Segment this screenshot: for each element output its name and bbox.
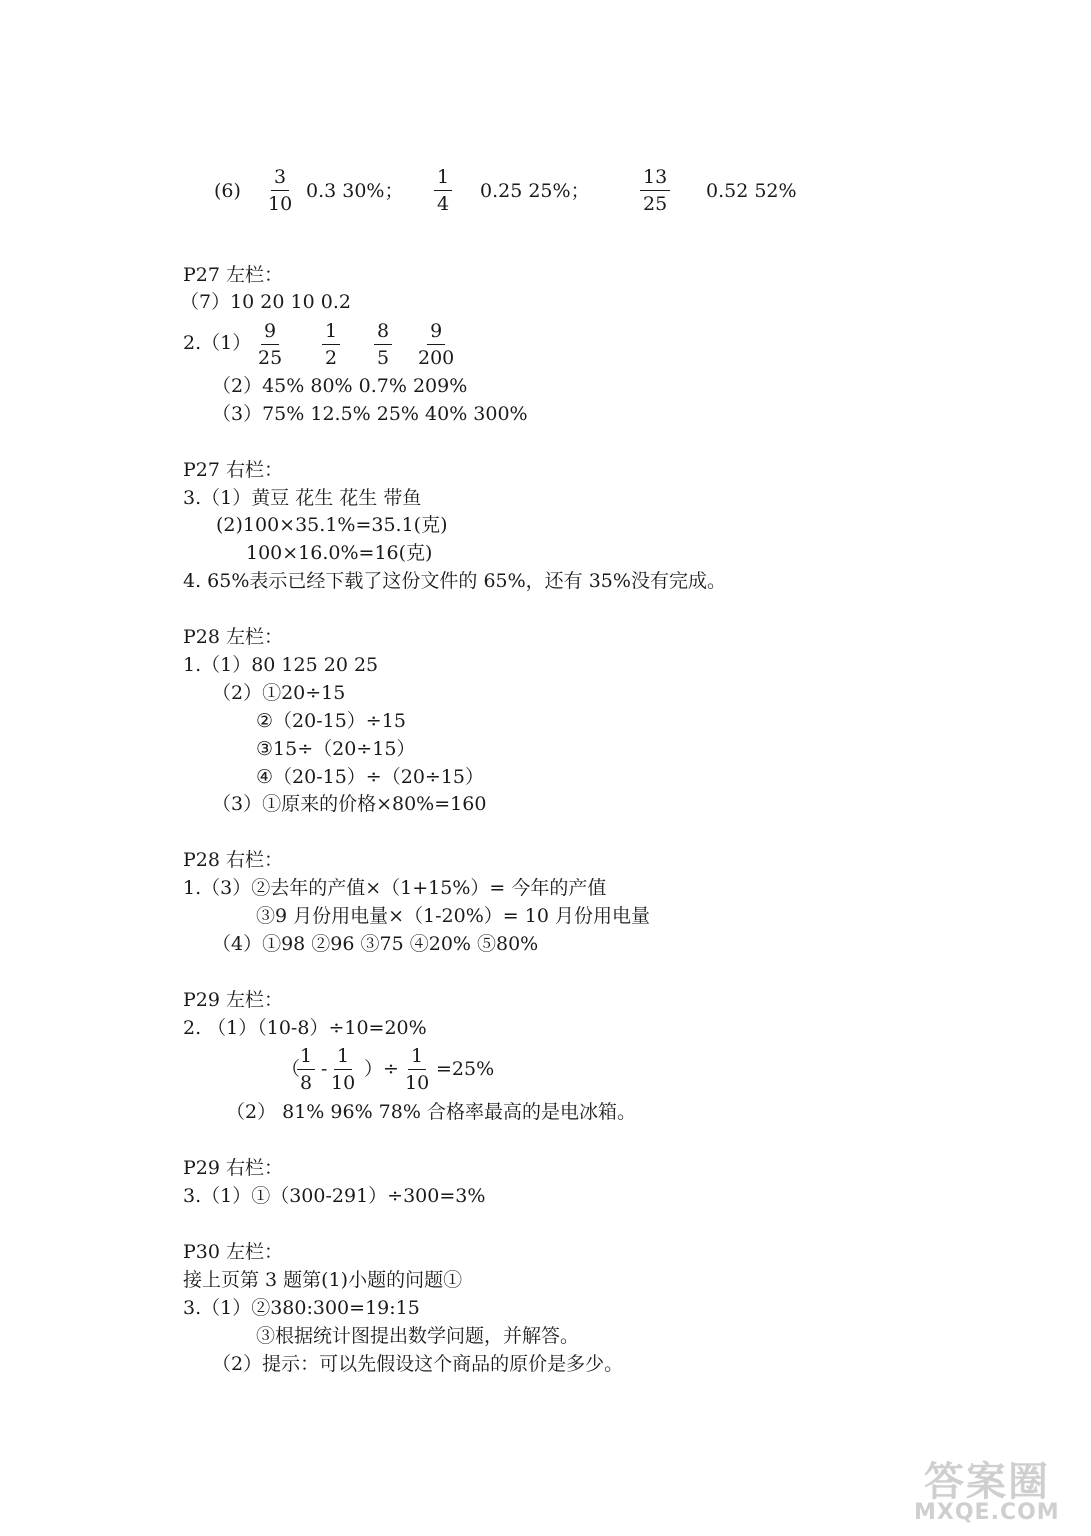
answer-line: ③15÷（20÷15） — [256, 738, 416, 760]
numerator: 8 — [374, 322, 392, 345]
answer-line: ②（20-15）÷15 — [256, 710, 406, 732]
fraction — [640, 168, 670, 214]
numerator: 1 — [297, 1047, 315, 1070]
fraction — [322, 322, 340, 368]
answer-text: =25% — [436, 1058, 495, 1080]
item-6-label: (6) — [214, 180, 241, 202]
denominator: 10 — [268, 193, 293, 215]
denominator: 5 — [377, 347, 390, 369]
denominator: 2 — [325, 347, 338, 369]
paren-open: （ — [281, 1058, 301, 1080]
fraction — [434, 168, 452, 214]
answer-line: （3）①原来的价格×80%=160 — [212, 793, 487, 815]
section-heading: P29 左栏： — [183, 989, 284, 1011]
numerator: 1 — [408, 1047, 426, 1070]
answer-line: （3）75% 12.5% 25% 40% 300% — [212, 403, 528, 425]
numerator: 9 — [261, 322, 279, 345]
answer-text: 0.52 52% — [706, 180, 797, 202]
fraction — [405, 1047, 429, 1093]
fraction — [374, 322, 392, 368]
numerator: 1 — [322, 322, 340, 345]
numerator: 9 — [427, 322, 445, 345]
denominator: 25 — [258, 347, 283, 369]
section-heading: P27 左栏： — [183, 264, 284, 286]
answer-line: 100×16.0%=16(克) — [246, 542, 433, 564]
numerator: 3 — [271, 168, 289, 191]
answer-line: (2)100×35.1%=35.1(克) — [216, 514, 448, 536]
answer-line: ③根据统计图提出数学问题，并解答。 — [256, 1325, 580, 1347]
watermark-url: MXQE.COM — [914, 1500, 1060, 1525]
minus-sign: - — [321, 1058, 328, 1080]
answer-text: 0.25 25%； — [480, 180, 590, 202]
numerator: 1 — [434, 168, 452, 191]
section-heading: P30 左栏： — [183, 1241, 284, 1263]
fraction — [268, 168, 292, 214]
section-heading: P29 右栏： — [183, 1157, 284, 1179]
answer-line: 1.（3）②去年的产值×（1+15%）= 今年的产值 — [183, 877, 607, 899]
question-label: 2.（1） — [183, 332, 252, 354]
answer-line: （4）①98 ②96 ③75 ④20% ⑤80% — [212, 933, 539, 955]
answer-line: ④（20-15）÷（20÷15） — [256, 766, 485, 788]
answer-line: （7）10 20 10 0.2 — [180, 291, 351, 313]
answer-line: 2. （1）（10-8）÷10=20% — [183, 1017, 427, 1039]
answer-line: 接上页第 3 题第(1)小题的问题① — [183, 1269, 463, 1291]
answer-line: 3.（1）黄豆 花生 花生 带鱼 — [183, 487, 422, 509]
answer-line: （2）①20÷15 — [212, 682, 346, 704]
answer-line: ③9 月份用电量×（1-20%）= 10 月份用电量 — [256, 905, 650, 927]
watermark-text: 答案圈 — [924, 1459, 1050, 1505]
answer-text: 0.3 30%； — [306, 180, 404, 202]
fraction — [297, 1047, 315, 1093]
denominator: 10 — [405, 1072, 430, 1094]
answer-line: 3.（1）①（300-291）÷300=3% — [183, 1185, 486, 1207]
answer-text: ）÷ — [364, 1058, 399, 1080]
fraction — [331, 1047, 355, 1093]
fraction — [258, 322, 282, 368]
answer-line: （2）45% 80% 0.7% 209% — [212, 375, 468, 397]
section-heading: P28 左栏： — [183, 626, 284, 648]
numerator: 13 — [640, 168, 670, 191]
denominator: 25 — [643, 193, 668, 215]
section-heading: P28 右栏： — [183, 849, 284, 871]
denominator: 8 — [300, 1072, 313, 1094]
answer-line: 1.（1）80 125 20 25 — [183, 654, 379, 676]
answer-line: 4. 65%表示已经下载了这份文件的 65%，还有 35%没有完成。 — [183, 570, 726, 592]
denominator: 4 — [437, 193, 450, 215]
answer-line: 3.（1）②380:300=19:15 — [183, 1297, 420, 1319]
fraction — [418, 322, 454, 368]
answer-line: （2） 81% 96% 78% 合格率最高的是电冰箱。 — [226, 1101, 636, 1123]
denominator: 10 — [331, 1072, 356, 1094]
denominator: 200 — [418, 347, 455, 369]
answer-line: （2）提示：可以先假设这个商品的原价是多少。 — [212, 1353, 624, 1375]
watermark-logo — [914, 1450, 1084, 1530]
section-heading: P27 右栏： — [183, 459, 284, 481]
numerator: 1 — [334, 1047, 352, 1070]
